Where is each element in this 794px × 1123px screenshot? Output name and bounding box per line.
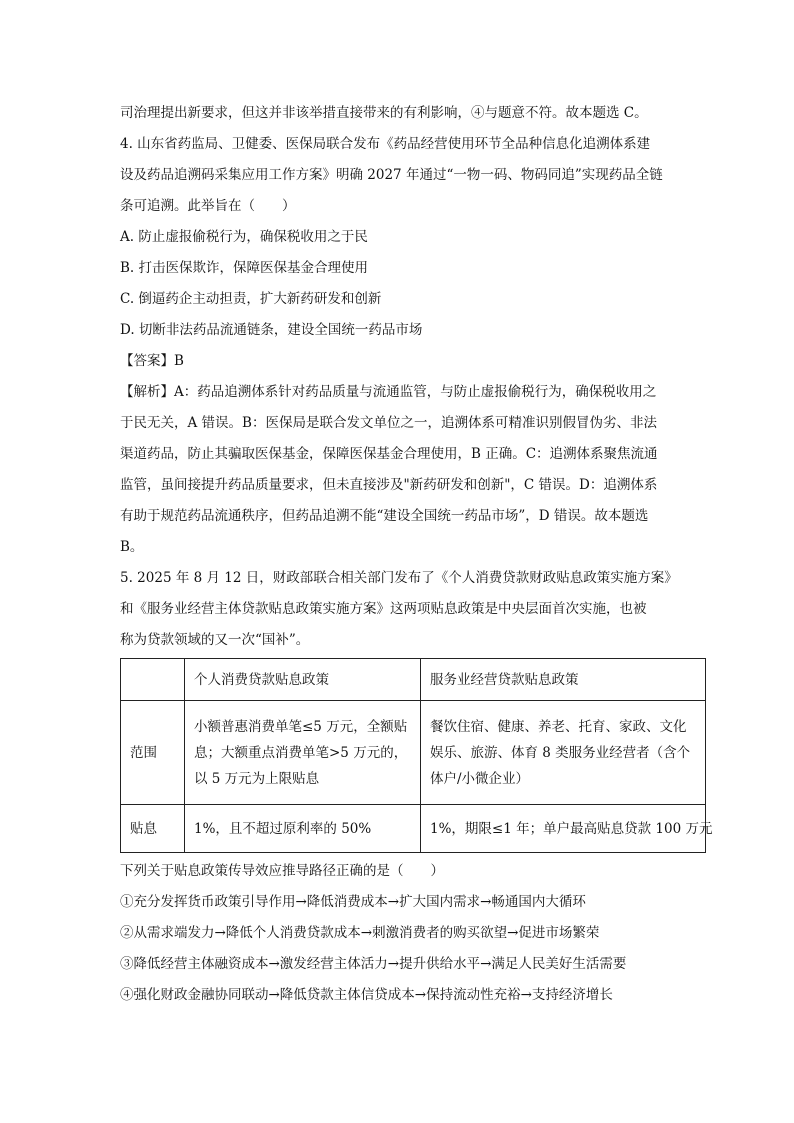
- table-header-cell: [121, 659, 185, 701]
- question-4-stem: 4. 山东省药监局、卫健委、医保局联合发布《药品经营使用环节全品种信息化追溯体系建: [120, 136, 651, 152]
- question-4-stem: 条可追溯。此举旨在（ ）: [120, 198, 296, 214]
- table-header-cell: 服务业经营贷款贴息政策: [421, 659, 706, 701]
- option-b: B. 打击医保欺诈，保障医保基金合理使用: [120, 260, 369, 276]
- option-d: D. 切断非法药品流通链条，建设全国统一药品市场: [120, 322, 423, 338]
- analysis-line: B。: [120, 539, 144, 555]
- choice-1: ①充分发挥货币政策引导作用→降低消费成本→扩大国内需求→畅通国内大循环: [120, 894, 586, 910]
- text-line: 司治理提出新要求，但这并非该举措直接带来的有利影响，④与题意不符。故本题选 C。: [120, 105, 648, 121]
- question-5-stem: 称为贷款领域的又一次“国补”。: [120, 632, 310, 648]
- table-cell: [185, 701, 421, 805]
- analysis-line: 有助于规范药品流通秩序，但药品追溯不能“建设全国统一药品市场”，D 错误。故本题选: [120, 508, 649, 524]
- table-cell: [421, 805, 713, 853]
- analysis-line: 【解析】A：药品追溯体系针对药品质量与流通监管，与防止虚报偷税行为，确保税收用之: [120, 384, 657, 400]
- cell-line: 体户/小微企业）: [430, 770, 530, 787]
- cell-line: 以 5 万元为上限贴息: [194, 770, 320, 787]
- table-row: [121, 805, 706, 853]
- table-header-row: [121, 659, 706, 701]
- table-cell: [185, 805, 421, 853]
- analysis-line: 于民无关，A 错误。B：医保局是联合发文单位之一，追溯体系可精准识别假冒伪劣、非法: [120, 415, 657, 431]
- cell-line: 娱乐、旅游、体育 8 类服务业经营者（含个: [430, 744, 691, 761]
- question-5-stem: 和《服务业经营主体贷款贴息政策实施方案》这两项贴息政策是中央层面首次实施，也被: [120, 601, 647, 617]
- policy-table: [120, 658, 713, 853]
- table-header-cell: 个人消费贷款贴息政策: [185, 659, 421, 701]
- choice-4: ④强化财政金融协同联动→降低贷款主体信贷成本→保持流动性充裕→支持经济增长: [120, 987, 613, 1003]
- question-5-stem: 5. 2025 年 8 月 12 日，财政部联合相关部门发布了《个人消费贷款财政贴息政策实施方案》: [120, 570, 678, 586]
- question-5-prompt: 下列关于贴息政策传导效应推导路径正确的是（ ）: [120, 863, 444, 879]
- answer: 【答案】B: [120, 353, 184, 369]
- choice-3: ③降低经营主体融资成本→激发经营主体活力→提升供给水平→满足人民美好生活需要: [120, 956, 627, 972]
- option-c: C. 倒逼药企主动担责，扩大新药研发和创新: [120, 291, 382, 307]
- analysis-line: 监管，虽间接提升药品质量要求，但未直接涉及"新药研发和创新"，C 错误。D：追溯体系: [120, 477, 658, 493]
- cell-line: 小额普惠消费单笔≤5 万元，全额贴: [194, 718, 408, 735]
- question-4-stem: 设及药品追溯码采集应用工作方案》明确 2027 年通过“一物一码、物码同追”实现药品全链: [120, 167, 663, 183]
- cell-line: 1%，期限≤1 年；单户最高贴息贷款 100 万元: [430, 820, 713, 837]
- table-cell: [421, 701, 706, 805]
- cell-line: 息；大额重点消费单笔>5 万元的，: [194, 744, 408, 761]
- cell-line: 1%，且不超过原利率的 50%: [194, 820, 372, 837]
- cell-line: 餐饮住宿、健康、养老、托育、家政、文化: [430, 718, 687, 735]
- analysis-line: 渠道药品，防止其骗取医保基金，保障医保基金合理使用，B 正确。C：追溯体系聚焦流通: [120, 446, 658, 462]
- choice-2: ②从需求端发力→降低个人消费贷款成本→刺激消费者的购买欲望→促进市场繁荣: [120, 925, 600, 941]
- option-a: A. 防止虚报偷税行为，确保税收用之于民: [120, 229, 368, 245]
- row-label: 贴息: [121, 805, 185, 853]
- table-row: [121, 701, 706, 805]
- row-label: 范围: [121, 701, 185, 805]
